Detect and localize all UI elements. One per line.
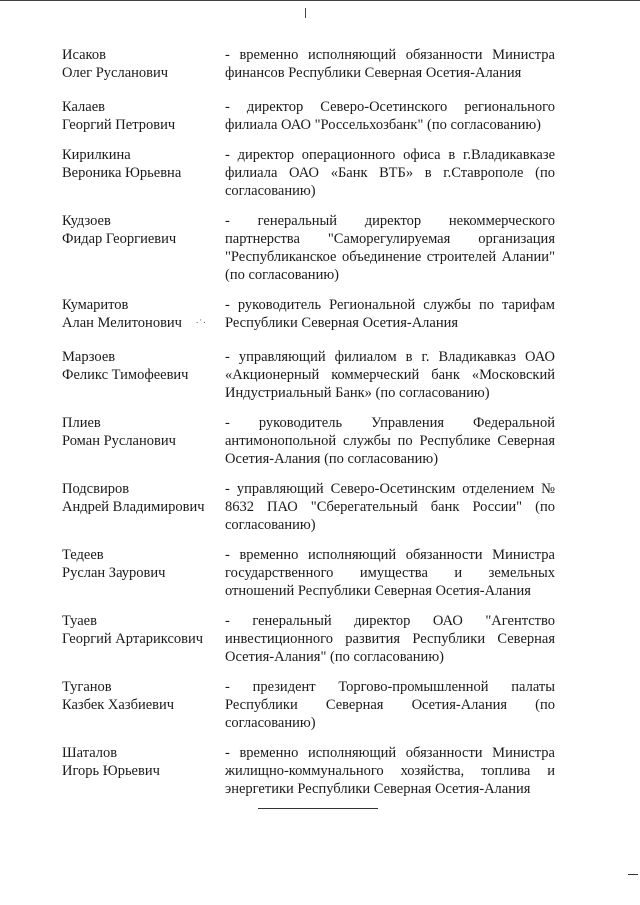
surname: Исаков bbox=[62, 47, 106, 63]
given-names: Андрей Владимирович bbox=[62, 499, 205, 515]
member-role: - временно исполняющий обязанности Министра финансов Республики Северная Осетия-Алания bbox=[225, 47, 555, 81]
member-name bbox=[62, 46, 222, 82]
member-role: - президент Торгово-промышленной палаты Республики Северная Осетия-Алания (по согласованию) bbox=[225, 679, 555, 731]
surname: Шаталов bbox=[62, 745, 118, 761]
member-role: - директор Северо-Осетинского регионального филиала ОАО "Россельхозбанк" (по согласованию) bbox=[225, 99, 555, 133]
member-name bbox=[62, 546, 222, 582]
given-names: Георгий Артариксович bbox=[62, 631, 204, 647]
top-tick-mark bbox=[305, 8, 306, 18]
member-name bbox=[62, 296, 222, 332]
surname: Кудзоев bbox=[62, 213, 111, 229]
given-names: Олег Русланович bbox=[62, 65, 169, 81]
edge-mark bbox=[628, 874, 638, 875]
given-names: Казбек Хазбиевич bbox=[62, 697, 175, 713]
member-role: - управляющий Северо-Осетинским отделением № 8632 ПАО "Сберегательный банк России" (по согласованию) bbox=[225, 481, 555, 533]
member-role: - руководитель Управления Федеральной антимонопольной службы по Республике Северная Осетия-Алания (по согласованию) bbox=[225, 415, 555, 467]
member-role: - генеральный директор некоммерческого партнерства "Саморегулируемая организация "Республиканское объединение строителей Алании" (по согласованию) bbox=[225, 213, 555, 283]
given-names: Вероника Юрьевна bbox=[62, 165, 182, 181]
surname: Кумаритов bbox=[62, 297, 129, 313]
given-names: Георгий Петрович bbox=[62, 117, 176, 133]
member-role: - директор операционного офиса в г.Владикавказе филиала ОАО «Банк ВТБ» в г.Ставрополе (по согласованию) bbox=[225, 147, 555, 199]
member-name bbox=[62, 212, 222, 248]
member-name bbox=[62, 414, 222, 450]
given-names: Фидар Георгиевич bbox=[62, 231, 177, 247]
given-names: Феликс Тимофеевич bbox=[62, 367, 189, 383]
surname: Туаев bbox=[62, 613, 97, 629]
surname: Подсвиров bbox=[62, 481, 130, 497]
surname: Туганов bbox=[62, 679, 112, 695]
given-names: Руслан Заурович bbox=[62, 565, 166, 581]
given-names: Игорь Юрьевич bbox=[62, 763, 160, 779]
surname: Кирилкина bbox=[62, 147, 131, 163]
surname: Плиев bbox=[62, 415, 101, 431]
top-border-line bbox=[0, 0, 640, 1]
member-role: - управляющий филиалом в г. Владикавказ ОАО «Акционерный коммерческий банк «Московский Индустриальный Банк» (по согласованию) bbox=[225, 349, 555, 401]
member-name bbox=[62, 146, 222, 182]
member-name bbox=[62, 744, 222, 780]
member-name bbox=[62, 480, 222, 516]
surname: Марзоев bbox=[62, 349, 116, 365]
member-name bbox=[62, 98, 222, 134]
member-name bbox=[62, 678, 222, 714]
closing-rule bbox=[258, 808, 378, 809]
member-name bbox=[62, 348, 222, 384]
surname: Тедеев bbox=[62, 547, 104, 563]
member-role: - генеральный директор ОАО "Агентство инвестиционного развития Республики Северная Осетия-Алания" (по согласованию) bbox=[225, 613, 555, 665]
given-names: Алан Мелитонович bbox=[62, 315, 182, 331]
member-name bbox=[62, 612, 222, 648]
member-role: - временно исполняющий обязанности Министра жилищно-коммунального хозяйства, топлива и энергетики Республики Северная Осетия-Алания bbox=[225, 745, 555, 797]
stray-scan-marks: .·. bbox=[196, 315, 207, 325]
member-role: - руководитель Региональной службы по тарифам Республики Северная Осетия-Алания bbox=[225, 297, 555, 331]
given-names: Роман Русланович bbox=[62, 433, 176, 449]
member-role: - временно исполняющий обязанности Министра государственного имущества и земельных отношений Республики Северная Осетия-Алания bbox=[225, 547, 555, 599]
surname: Калаев bbox=[62, 99, 105, 115]
